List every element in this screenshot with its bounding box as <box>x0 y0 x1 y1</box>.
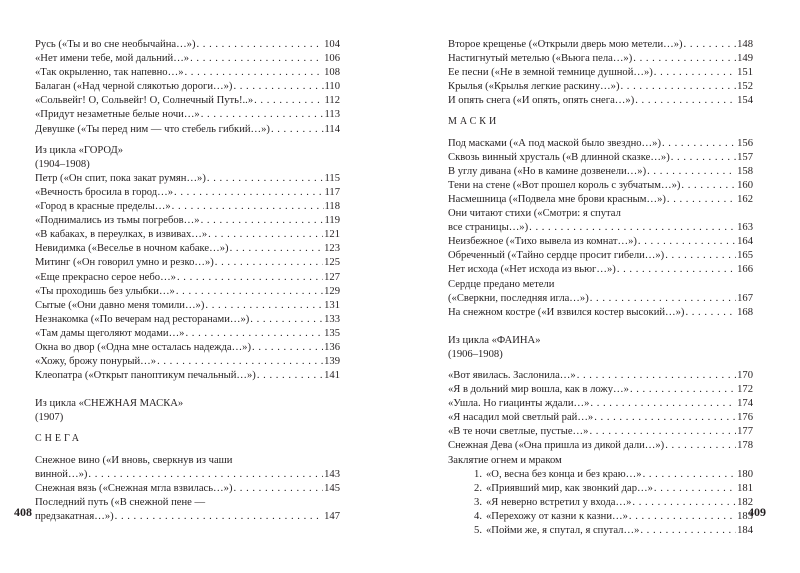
toc-entry <box>35 313 340 327</box>
dot-leader <box>157 355 323 369</box>
toc-entry-title: «В кабаках, в переулках, в извивах…» <box>35 229 208 241</box>
toc-entry <box>35 38 340 52</box>
toc-page-number: 165 <box>737 250 753 262</box>
toc-entry <box>448 80 753 94</box>
toc-entry-title: «Поднимались из тьмы погребов…» <box>35 215 200 227</box>
toc-entry <box>448 94 753 108</box>
toc-entry-chitayut-line1: Они читают стихи («Смотри: я спутал <box>448 208 621 220</box>
toc-entry <box>448 397 753 411</box>
toc-page-number: 106 <box>324 53 340 65</box>
dot-leader <box>271 123 324 137</box>
toc-entry-title: Ее песни («Не в земной темнице душной…») <box>448 67 653 79</box>
toc-entry-title: предзакатная…») <box>35 510 114 522</box>
toc-entry <box>35 242 340 256</box>
toc-entry <box>35 285 340 299</box>
dot-leader <box>632 496 736 510</box>
toc-entry-text: «Пойми же, я спутал, я спутал…» <box>486 525 640 536</box>
toc-entry-title: Неизбежное («Тихо вывела из комнат…») <box>448 236 637 248</box>
toc-entry-title: Снежная Дева («Она пришла из дикой дали…») <box>448 440 665 452</box>
dot-leader <box>577 369 736 383</box>
dot-leader <box>654 482 736 496</box>
dot-leader <box>671 151 736 165</box>
toc-page-number: 123 <box>324 243 340 255</box>
toc-page-number: 158 <box>737 165 753 177</box>
toc-entry-text: «Я неверно встретил у входа…» <box>486 496 632 508</box>
mask-section-years: (1907) <box>35 412 64 424</box>
toc-entry <box>35 186 340 200</box>
dot-leader <box>633 52 736 66</box>
toc-entry-title: «Ты проходишь без улыбки…» <box>35 285 175 297</box>
dot-leader <box>208 228 323 242</box>
toc-entry-wine-line1: Снежное вино («И вновь, сверкнув из чаши <box>35 454 233 466</box>
toc-entry-title: Русь («Ты и во сне необычайна…») <box>35 39 196 50</box>
toc-entry-title: Тени на стене («Вот прошел король с зубчатым…») <box>448 179 681 191</box>
toc-entry <box>35 94 340 108</box>
toc-entry-title: Окна во двор («Одна мне осталась надежда…») <box>35 341 252 353</box>
toc-page-number: 183 <box>737 510 753 522</box>
toc-entry-put <box>35 510 340 524</box>
toc-entry-title: Балаган («Над черной слякотью дороги…») <box>35 81 233 93</box>
toc-entry <box>35 200 340 214</box>
toc-page-number: 139 <box>324 356 340 368</box>
toc-entry-title: «Нет имени тебе, мой дальний…» <box>35 53 190 65</box>
toc-page-number: 184 <box>737 525 753 536</box>
toc-entry-title: «Еще прекрасно серое небо…» <box>35 271 176 283</box>
toc-page-number: 182 <box>737 496 753 508</box>
toc-page-number: 181 <box>737 482 753 494</box>
toc-entry-number: 4. <box>474 510 482 522</box>
maski2-entries <box>448 235 753 277</box>
toc-entry-title: В углу дивана («Но в камине дозвенели…») <box>448 165 647 177</box>
dot-leader <box>681 179 736 193</box>
dot-leader <box>233 482 323 496</box>
toc-entry <box>448 193 753 207</box>
toc-entry-title: Сквозь винный хрусталь («В длинной сказке…») <box>448 151 670 163</box>
toc-entry-number: 2. <box>474 482 482 494</box>
toc-entry-title: Насмешница («Подвела мне брови красным…») <box>448 193 666 205</box>
dot-leader <box>254 94 323 108</box>
gorod-section-title: Из цикла «ГОРОД» <box>35 144 124 156</box>
dot-leader <box>662 137 736 151</box>
toc-entry <box>448 151 753 165</box>
toc-entry-title: «Там дамы щеголяют модами…» <box>35 327 185 339</box>
toc-page-number: 148 <box>737 39 753 50</box>
toc-page-number: 149 <box>737 53 753 65</box>
right-page-number: 409 <box>748 505 766 519</box>
dot-leader <box>617 263 736 277</box>
dot-leader <box>207 172 324 186</box>
toc-entry <box>448 137 753 151</box>
dot-leader <box>250 313 323 327</box>
toc-entry-title: все страницы…») <box>448 222 529 234</box>
toc-page-number: 151 <box>737 67 753 79</box>
toc-entry <box>448 468 753 482</box>
toc-page-number: 160 <box>737 179 753 191</box>
toc-entry-text: «О, весна без конца и без краю…» <box>486 468 642 480</box>
toc-entry-title <box>468 468 642 482</box>
toc-page-number: 127 <box>324 271 340 283</box>
toc-entry <box>448 263 753 277</box>
toc-entry <box>448 524 753 538</box>
toc-page-number: 172 <box>737 384 753 396</box>
toc-page-number: 157 <box>737 151 753 163</box>
toc-entry-title: Нет исхода («Нет исхода из вьюг…») <box>448 264 616 276</box>
toc-entry <box>448 439 753 453</box>
snega-subsection-title: СНЕГА <box>35 433 82 445</box>
toc-page-number: 152 <box>737 81 753 93</box>
toc-entry <box>35 228 340 242</box>
toc-entry <box>448 510 753 524</box>
dot-leader <box>185 66 324 80</box>
toc-entry <box>448 249 753 263</box>
dot-leader <box>88 468 323 482</box>
toc-entry-title: («Сверкни, последняя игла…») <box>448 292 589 304</box>
toc-entry <box>35 214 340 228</box>
toc-entry-title <box>468 524 639 538</box>
toc-page-number: 112 <box>324 95 340 107</box>
toc-page-number: 143 <box>324 468 340 480</box>
toc-entry <box>448 369 753 383</box>
dot-leader <box>654 66 736 80</box>
zaklyatie-title: Заклятие огнем и мраком <box>448 454 562 466</box>
faina-section-title: Из цикла «ФАИНА» <box>448 334 541 346</box>
toc-entry <box>448 383 753 397</box>
dot-leader <box>638 235 736 249</box>
toc-page-number: 115 <box>324 172 340 184</box>
dot-leader <box>665 249 736 263</box>
dot-leader <box>115 510 323 524</box>
toc-entry-title: Девушке («Ты перед ним — что стебель гибкий…») <box>35 123 270 135</box>
mask-section-title: Из цикла «СНЕЖНАЯ МАСКА» <box>35 398 184 410</box>
toc-page-number: 170 <box>737 369 753 381</box>
toc-entry-title: «Хожу, брожу понурый…» <box>35 356 157 368</box>
dot-leader <box>172 200 324 214</box>
toc-entry-title <box>468 496 631 510</box>
toc-entry-number: 3. <box>474 496 482 508</box>
toc-entry-title: Крылья («Крылья легкие раскину…») <box>448 81 620 93</box>
toc-page-number: 154 <box>737 95 753 107</box>
toc-page-number: 104 <box>324 39 340 50</box>
toc-page-number: 177 <box>737 426 753 438</box>
toc-entry-title: Петр («Он спит, пока закат румян…») <box>35 172 206 184</box>
toc-entry-serdce <box>448 292 753 306</box>
toc-page-number: 176 <box>737 412 753 424</box>
faina-entries <box>448 369 753 454</box>
toc-page-number: 147 <box>324 510 340 522</box>
toc-page-number: 110 <box>324 81 340 93</box>
dot-leader <box>529 221 736 235</box>
toc-entry <box>448 179 753 193</box>
toc-entry-number: 5. <box>474 525 482 536</box>
dot-leader <box>201 108 324 122</box>
dot-leader <box>257 369 323 383</box>
toc-entry <box>35 123 340 137</box>
dot-leader <box>174 186 323 200</box>
toc-entry-koster <box>448 306 753 320</box>
toc-page-number: 125 <box>324 257 340 269</box>
toc-page-number: 129 <box>324 285 340 297</box>
toc-entry-title: Невидимка («Веселье в ночном кабаке…») <box>35 243 229 255</box>
toc-entry-title: «В те ночи светлые, пустые…» <box>448 426 589 438</box>
toc-entry <box>448 235 753 249</box>
gorod-section-years: (1904–1908) <box>35 158 90 170</box>
toc-entry <box>35 341 340 355</box>
toc-entry-title: И опять снега («И опять, опять снега…») <box>448 95 635 107</box>
right-toc-column <box>448 38 753 538</box>
toc-entry-title: «Ушла. Но гиацинты ждали…» <box>448 398 590 410</box>
dot-leader <box>185 327 323 341</box>
toc-entry-title: «Так окрыленно, так напевно…» <box>35 67 184 79</box>
toc-entry <box>448 411 753 425</box>
left-toc-column <box>35 38 340 524</box>
toc-entry-title: «Я насадил мой светлый рай…» <box>448 412 594 424</box>
toc-entry-title: Незнакомка («По вечерам над ресторанами…») <box>35 313 250 325</box>
toc-entry <box>448 496 753 510</box>
toc-entry-title: На снежном костре («И взвился костер высокий…») <box>448 306 685 318</box>
toc-entry <box>35 369 340 383</box>
toc-page-number: 113 <box>324 109 340 121</box>
toc-entry <box>448 165 753 179</box>
toc-entry-title: «Вот явилась. Заслонила…» <box>448 369 576 381</box>
toc-entry <box>35 66 340 80</box>
toc-page-number: 133 <box>324 313 340 325</box>
dot-leader <box>629 510 736 524</box>
zaklyatie-entries <box>448 468 753 538</box>
toc-page-number: 117 <box>324 186 340 198</box>
dot-leader <box>590 397 736 411</box>
dot-leader <box>684 38 737 52</box>
dot-leader <box>196 38 323 52</box>
toc-entry-title: «Придут незаметные белые ночи…» <box>35 109 200 121</box>
toc-entry <box>35 172 340 186</box>
toc-entry <box>448 38 753 52</box>
dot-leader <box>665 439 736 453</box>
dot-leader <box>590 292 736 306</box>
toc-entry <box>35 52 340 66</box>
dot-leader <box>230 242 324 256</box>
toc-page-number: 167 <box>737 292 753 304</box>
toc-entry-serdce-line1: Сердце предано метели <box>448 278 555 290</box>
toc-entry-text: «Приявший мир, как звонкий дар…» <box>486 482 653 494</box>
dot-leader <box>233 80 323 94</box>
toc-entry-number: 1. <box>474 468 482 480</box>
dot-leader <box>177 271 323 285</box>
dot-leader <box>630 383 736 397</box>
toc-entry-title: «Город в красные пределы…» <box>35 201 171 213</box>
toc-entry <box>35 271 340 285</box>
dot-leader <box>201 214 324 228</box>
right-page <box>400 0 800 573</box>
toc-entry <box>35 327 340 341</box>
toc-entry-title: винной…») <box>35 468 88 480</box>
right-block1 <box>448 38 753 108</box>
toc-entry <box>448 482 753 496</box>
toc-entry-title: Митинг («Он говорил умно и резко…») <box>35 257 214 269</box>
toc-page-number: 136 <box>324 341 340 353</box>
dot-leader <box>685 306 736 320</box>
maski-subsection-title: МАСКИ <box>448 116 500 128</box>
toc-entry <box>35 355 340 369</box>
toc-entry <box>35 299 340 313</box>
toc-entry-title: Снежная вязь («Снежная мгла взвилась…») <box>35 482 233 494</box>
toc-entry <box>35 80 340 94</box>
toc-page-number: 174 <box>737 398 753 410</box>
toc-page-number: 131 <box>324 299 340 311</box>
toc-entry <box>448 425 753 439</box>
toc-page-number: 180 <box>737 468 753 480</box>
toc-entry-vyaz <box>35 482 340 496</box>
maski-entries <box>448 137 753 207</box>
toc-entry <box>35 108 340 122</box>
dot-leader <box>205 299 323 313</box>
toc-page-number: 121 <box>324 229 340 241</box>
toc-page-number: 118 <box>324 201 340 213</box>
dot-leader <box>190 52 323 66</box>
toc-page-number: 156 <box>737 137 753 149</box>
dot-leader <box>589 425 736 439</box>
toc-entry-title: Под масками («А под маской было звездно…») <box>448 137 661 149</box>
toc-entry-title: Клеопатра («Открыт паноптикум печальный…») <box>35 370 256 382</box>
dot-leader <box>647 165 736 179</box>
toc-entry-put-line1: Последний путь («В снежной пене — <box>35 496 206 508</box>
toc-entry <box>448 52 753 66</box>
toc-page-number: 164 <box>737 236 753 248</box>
toc-entry-title: «Сольвейг! О, Сольвейг! О, Солнечный Путь!..» <box>35 95 254 107</box>
dot-leader <box>594 411 736 425</box>
gorod-entries <box>35 172 340 383</box>
toc-entry <box>448 66 753 80</box>
toc-page-number: 162 <box>737 193 753 205</box>
toc-entry-text: «Перехожу от казни к казни…» <box>486 510 628 522</box>
left-page-number: 408 <box>14 505 32 519</box>
toc-page-number: 168 <box>737 306 753 318</box>
toc-entry-title: Настигнутый метелью («Вьюга пела…») <box>448 53 633 65</box>
toc-entry-title: «Вечность бросила в город…» <box>35 186 174 198</box>
faina-section-years: (1906–1908) <box>448 348 503 360</box>
toc-page-number: 141 <box>324 370 340 382</box>
toc-entry <box>35 256 340 270</box>
toc-page-number: 108 <box>324 67 340 79</box>
dot-leader <box>252 341 323 355</box>
dot-leader <box>620 80 736 94</box>
toc-page-number: 119 <box>324 215 340 227</box>
left-block1 <box>35 38 340 137</box>
dot-leader <box>643 468 737 482</box>
toc-page-number: 166 <box>737 264 753 276</box>
dot-leader <box>176 285 323 299</box>
dot-leader <box>635 94 736 108</box>
toc-entry-wine <box>35 468 340 482</box>
toc-page-number: 145 <box>324 482 340 494</box>
toc-entry-chitayut <box>448 221 753 235</box>
toc-entry-title <box>468 482 653 496</box>
toc-page-number: 163 <box>737 222 753 234</box>
toc-entry-title: Обреченный («Тайно сердце просит гибели…») <box>448 250 665 262</box>
dot-leader <box>640 524 736 538</box>
dot-leader <box>215 256 323 270</box>
toc-page-number: 178 <box>737 440 753 452</box>
toc-page-number: 135 <box>324 327 340 339</box>
toc-entry-title: Сытые («Они давно меня томили…») <box>35 299 205 311</box>
toc-entry-title <box>468 510 628 524</box>
dot-leader <box>667 193 736 207</box>
toc-entry-title: «Я в дольний мир вошла, как в ложу…» <box>448 384 629 396</box>
toc-page-number: 114 <box>324 123 340 135</box>
toc-entry-title: Второе крещенье («Открыли дверь мою метели…») <box>448 39 683 50</box>
